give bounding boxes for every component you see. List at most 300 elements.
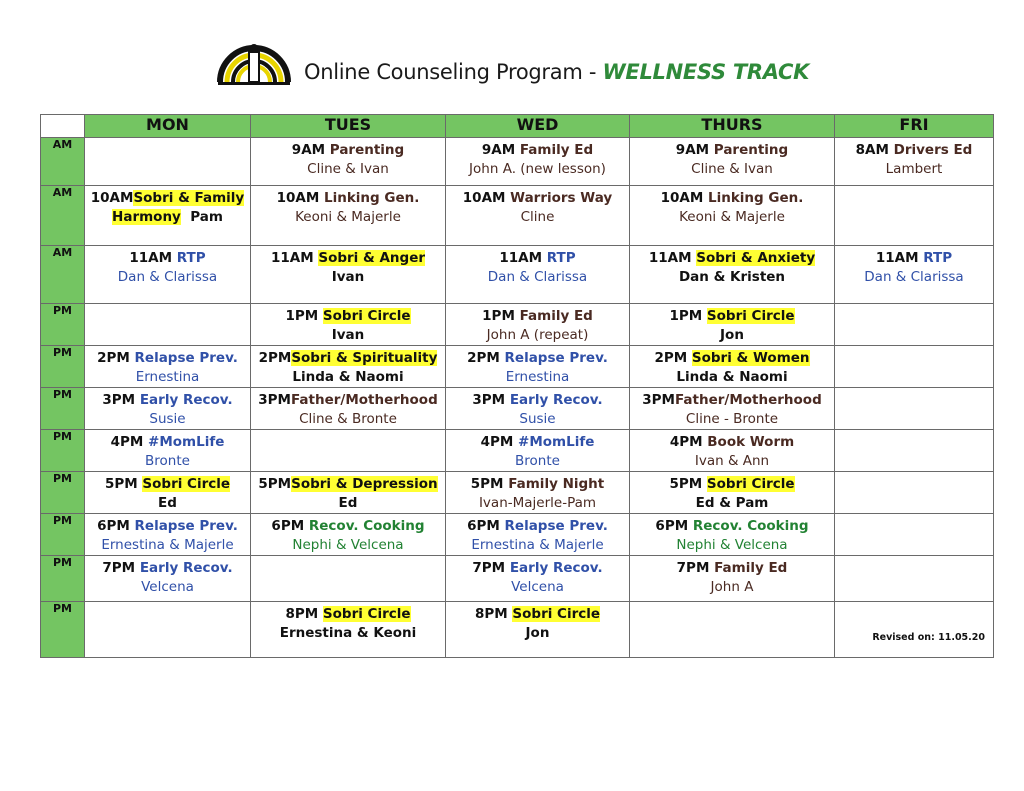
session-staff-line bbox=[251, 326, 445, 345]
schedule-cell bbox=[630, 472, 835, 514]
session-name: Sobri & Depression bbox=[291, 476, 438, 492]
session-staff: Bronte bbox=[145, 453, 190, 469]
session-time: 6PM bbox=[271, 518, 305, 534]
session-staff: Ernestina bbox=[505, 369, 570, 385]
session bbox=[446, 138, 629, 179]
day-header: FRI bbox=[835, 115, 994, 138]
session-staff-line bbox=[630, 578, 834, 597]
session-name: #MomLife bbox=[518, 434, 595, 450]
session bbox=[85, 514, 250, 555]
session-name: Family Ed bbox=[519, 308, 593, 324]
schedule-cell bbox=[835, 556, 994, 602]
period-label: AM bbox=[41, 246, 85, 304]
session-staff: Ernestina bbox=[135, 369, 200, 385]
session-staff-line bbox=[446, 452, 629, 471]
session-title-line bbox=[630, 559, 834, 578]
schedule-cell bbox=[630, 602, 835, 658]
session bbox=[630, 514, 834, 555]
session-title-line bbox=[251, 141, 445, 160]
session bbox=[446, 246, 629, 287]
session bbox=[835, 138, 993, 179]
session-time: 11AM bbox=[499, 250, 543, 266]
schedule-cell bbox=[835, 304, 994, 346]
session bbox=[630, 388, 834, 429]
session-time: 4PM bbox=[110, 434, 144, 450]
schedule-cell bbox=[446, 472, 630, 514]
session-time: 11AM bbox=[129, 250, 173, 266]
period-label: PM bbox=[41, 602, 85, 658]
session-staff-line bbox=[251, 368, 445, 387]
session-staff-line bbox=[85, 368, 250, 387]
session-staff-line bbox=[630, 368, 834, 387]
session bbox=[446, 556, 629, 597]
session-staff-line bbox=[630, 410, 834, 429]
session-name: Warriors Way bbox=[510, 190, 613, 206]
session-title-line bbox=[251, 517, 445, 536]
schedule-cell bbox=[835, 246, 994, 304]
session-staff-line bbox=[446, 268, 629, 287]
session-title-line bbox=[251, 349, 445, 368]
session-time: 5PM bbox=[258, 476, 292, 492]
schedule-row bbox=[41, 388, 994, 430]
session bbox=[85, 246, 250, 287]
schedule-cell bbox=[446, 556, 630, 602]
session-title-line bbox=[446, 141, 629, 160]
session-name: Relapse Prev. bbox=[504, 518, 608, 534]
session-staff: Ivan & Ann bbox=[694, 453, 770, 469]
schedule-cell bbox=[85, 556, 251, 602]
session-time: 5PM bbox=[104, 476, 138, 492]
schedule-cell bbox=[835, 472, 994, 514]
session-title-line bbox=[630, 189, 834, 208]
session-title-line bbox=[85, 433, 250, 452]
schedule-cell bbox=[446, 346, 630, 388]
page-title bbox=[304, 60, 809, 84]
session-staff-line bbox=[85, 494, 250, 513]
session-title-line bbox=[630, 141, 834, 160]
session bbox=[251, 472, 445, 513]
session-title-line bbox=[85, 475, 250, 494]
title-main: Online Counseling Program - bbox=[304, 60, 603, 84]
schedule-cell bbox=[835, 346, 994, 388]
corner-cell bbox=[41, 115, 85, 138]
session-staff-line bbox=[446, 494, 629, 513]
session-title-line bbox=[251, 189, 445, 208]
session bbox=[630, 304, 834, 345]
session-staff: Velcena bbox=[141, 579, 194, 595]
session-title-line bbox=[85, 349, 250, 368]
session-time: 1PM bbox=[482, 308, 515, 324]
session bbox=[446, 304, 629, 345]
session-title-line bbox=[446, 559, 629, 578]
session-name: Sobri & Women bbox=[691, 350, 810, 366]
schedule-cell bbox=[835, 388, 994, 430]
session-staff-line bbox=[251, 208, 445, 227]
session bbox=[251, 602, 445, 643]
schedule-cell bbox=[630, 388, 835, 430]
session-staff-line bbox=[446, 208, 629, 227]
schedule-cell bbox=[835, 514, 994, 556]
session-time: 1PM bbox=[669, 308, 703, 324]
session-staff-line bbox=[630, 208, 834, 227]
session-staff-line bbox=[630, 494, 834, 513]
schedule-cell bbox=[446, 304, 630, 346]
session-title-line bbox=[85, 249, 250, 268]
title-track: WELLNESS TRACK bbox=[602, 60, 810, 84]
schedule-cell bbox=[251, 346, 446, 388]
session-time: 11AM bbox=[875, 250, 919, 266]
schedule-cell bbox=[85, 346, 251, 388]
session-staff: Cline & Ivan bbox=[307, 161, 389, 177]
period-label: PM bbox=[41, 430, 85, 472]
session-time: 5PM bbox=[669, 476, 703, 492]
session-staff: Dan & Clarissa bbox=[487, 269, 588, 285]
session-title-line bbox=[85, 559, 250, 578]
schedule-cell bbox=[630, 246, 835, 304]
session-time: 9AM bbox=[291, 142, 326, 158]
session-time: 8PM bbox=[474, 606, 508, 622]
session-title-line bbox=[251, 307, 445, 326]
session-staff: Dan & Kristen bbox=[678, 269, 786, 285]
schedule-row bbox=[41, 472, 994, 514]
schedule-cell bbox=[630, 304, 835, 346]
session-name: Sobri & Anger bbox=[318, 250, 426, 266]
schedule-cell bbox=[251, 430, 446, 472]
schedule-cell bbox=[85, 514, 251, 556]
session-staff: Keoni & Majerle bbox=[295, 209, 401, 225]
schedule-row bbox=[41, 304, 994, 346]
session-staff: Linda & Naomi bbox=[292, 369, 404, 385]
session-staff: Cline bbox=[520, 209, 555, 225]
schedule-cell bbox=[251, 138, 446, 186]
session bbox=[446, 346, 629, 387]
session-name: Early Recov. bbox=[509, 560, 603, 576]
schedule-row bbox=[41, 346, 994, 388]
schedule-row bbox=[41, 430, 994, 472]
session-name: RTP bbox=[176, 250, 206, 266]
session-staff-line bbox=[446, 326, 629, 345]
session-name: Recov. Cooking bbox=[308, 518, 425, 534]
schedule-cell bbox=[251, 556, 446, 602]
session-name: Drivers Ed bbox=[893, 142, 973, 158]
session-name: Relapse Prev. bbox=[504, 350, 608, 366]
schedule-row bbox=[41, 602, 994, 658]
session-staff: John A. (new lesson) bbox=[469, 161, 606, 177]
session-staff-line bbox=[446, 368, 629, 387]
session-name: Sobri & Family bbox=[133, 190, 245, 206]
session-time: 7PM bbox=[472, 560, 506, 576]
session-staff: Linda & Naomi bbox=[676, 369, 788, 385]
session-name: Linking Gen. bbox=[707, 190, 804, 206]
schedule-cell bbox=[446, 138, 630, 186]
session-staff: Ed bbox=[158, 495, 177, 511]
session bbox=[446, 514, 629, 555]
session-time: 4PM bbox=[480, 434, 514, 450]
session-name-continued: Harmony bbox=[112, 209, 181, 225]
session-staff: Ed bbox=[338, 495, 358, 511]
session-time: 10AM bbox=[660, 190, 704, 206]
session-staff: Keoni & Majerle bbox=[679, 209, 785, 225]
session-title-line bbox=[446, 189, 629, 208]
session bbox=[85, 388, 250, 429]
session bbox=[251, 304, 445, 345]
session-staff-line bbox=[251, 494, 445, 513]
session-name: Sobri Circle bbox=[322, 606, 411, 622]
session-name: Sobri Circle bbox=[706, 476, 795, 492]
session-time: 8AM bbox=[855, 142, 889, 158]
session-staff-line bbox=[630, 160, 834, 179]
session-name: Sobri & Spirituality bbox=[291, 350, 438, 366]
session bbox=[446, 430, 629, 471]
session bbox=[630, 138, 834, 179]
session-time: 7PM bbox=[102, 560, 136, 576]
session-staff-line bbox=[630, 452, 834, 471]
session-title-line bbox=[630, 349, 834, 368]
session bbox=[251, 246, 445, 287]
schedule-cell bbox=[446, 514, 630, 556]
schedule-row bbox=[41, 514, 994, 556]
session-time: 9AM bbox=[481, 142, 516, 158]
session-staff: Ernestina & Majerle bbox=[101, 537, 234, 553]
session-name: Father/Motherhood bbox=[290, 392, 438, 408]
session-staff-line bbox=[835, 268, 993, 287]
session bbox=[446, 388, 629, 429]
session-name: RTP bbox=[923, 250, 953, 266]
session bbox=[446, 602, 629, 643]
day-header-row bbox=[41, 115, 994, 138]
session bbox=[251, 514, 445, 555]
session-staff: Bronte bbox=[515, 453, 560, 469]
session-staff-line bbox=[446, 536, 629, 555]
session-time: 6PM bbox=[467, 518, 500, 534]
schedule-cell bbox=[630, 346, 835, 388]
schedule-cell bbox=[446, 186, 630, 246]
schedule-cell bbox=[251, 388, 446, 430]
session-staff-line bbox=[85, 268, 250, 287]
session-name: Sobri Circle bbox=[512, 606, 601, 622]
schedule-cell bbox=[630, 514, 835, 556]
session-name: Family Ed bbox=[519, 142, 594, 158]
session-name: Father/Motherhood bbox=[674, 392, 822, 408]
session-staff: Jon bbox=[525, 625, 550, 641]
session-staff: John A (repeat) bbox=[486, 327, 589, 343]
session-time: 7PM bbox=[676, 560, 710, 576]
session-staff: Ivan bbox=[331, 269, 365, 285]
session bbox=[251, 388, 445, 429]
session-staff-line bbox=[85, 452, 250, 471]
session-title-line bbox=[630, 517, 834, 536]
session-name: Early Recov. bbox=[509, 392, 603, 408]
session-title-line bbox=[630, 391, 834, 410]
session-staff-line bbox=[251, 624, 445, 643]
schedule-cell bbox=[85, 246, 251, 304]
session-time: 6PM bbox=[655, 518, 689, 534]
period-label: PM bbox=[41, 556, 85, 602]
schedule-row bbox=[41, 138, 994, 186]
session-staff: Susie bbox=[149, 411, 186, 427]
schedule-row bbox=[41, 556, 994, 602]
session-staff-line bbox=[251, 410, 445, 429]
session-time: 3PM bbox=[472, 392, 506, 408]
session-title-line bbox=[251, 475, 445, 494]
session-staff: Ivan-Majerle-Pam bbox=[478, 495, 597, 511]
day-header: MON bbox=[85, 115, 251, 138]
day-header: WED bbox=[446, 115, 630, 138]
session-name: #MomLife bbox=[148, 434, 225, 450]
schedule-cell bbox=[446, 430, 630, 472]
session-title-line bbox=[630, 249, 834, 268]
session bbox=[630, 556, 834, 597]
session-name: Sobri Circle bbox=[322, 308, 411, 324]
session-name: Sobri & Anxiety bbox=[696, 250, 816, 266]
schedule-cell bbox=[835, 430, 994, 472]
period-label: PM bbox=[41, 304, 85, 346]
session-title-line bbox=[251, 605, 445, 624]
session bbox=[446, 472, 629, 513]
period-label: AM bbox=[41, 186, 85, 246]
period-label: PM bbox=[41, 346, 85, 388]
session bbox=[251, 138, 445, 179]
session-title-line bbox=[85, 517, 250, 536]
session-staff: Ernestina & Majerle bbox=[471, 537, 604, 553]
session bbox=[251, 186, 445, 227]
session-staff-line bbox=[85, 536, 250, 555]
session-title-line bbox=[446, 307, 629, 326]
session-staff: Nephi & Velcena bbox=[292, 537, 404, 553]
schedule-cell bbox=[446, 246, 630, 304]
period-label: PM bbox=[41, 388, 85, 430]
session bbox=[85, 346, 250, 387]
session-name: Relapse Prev. bbox=[134, 350, 238, 366]
session-staff-line bbox=[85, 208, 250, 227]
session-title-line bbox=[446, 349, 629, 368]
session-title-line bbox=[446, 517, 629, 536]
session-name: Family Night bbox=[508, 476, 605, 492]
day-header: TUES bbox=[251, 115, 446, 138]
session-title-line bbox=[251, 391, 445, 410]
schedule-row bbox=[41, 246, 994, 304]
session-title-line bbox=[835, 249, 993, 268]
schedule-cell bbox=[630, 186, 835, 246]
session-staff-line bbox=[446, 578, 629, 597]
schedule-cell bbox=[446, 602, 630, 658]
session-staff-line bbox=[630, 268, 834, 287]
session-staff-line bbox=[85, 578, 250, 597]
session-name: Linking Gen. bbox=[323, 190, 420, 206]
schedule-cell bbox=[251, 186, 446, 246]
schedule-cell bbox=[630, 556, 835, 602]
session bbox=[630, 246, 834, 287]
session-time: 11AM bbox=[648, 250, 692, 266]
schedule-cell bbox=[251, 514, 446, 556]
session-title-line bbox=[446, 605, 629, 624]
session-title-line bbox=[446, 391, 629, 410]
schedule-cell bbox=[835, 138, 994, 186]
schedule-cell bbox=[835, 186, 994, 246]
center-logo bbox=[216, 38, 292, 90]
session-staff-line bbox=[630, 536, 834, 555]
session-time: 3PM bbox=[102, 392, 136, 408]
session-name: Recov. Cooking bbox=[692, 518, 809, 534]
session-name: Parenting bbox=[329, 142, 405, 158]
session-title-line bbox=[85, 391, 250, 410]
session-staff: Ivan bbox=[331, 327, 365, 343]
revised-date: Revised on: 11.05.20 bbox=[872, 632, 985, 643]
schedule-cell bbox=[630, 138, 835, 186]
session-name: Book Worm bbox=[707, 434, 795, 450]
schedule-cell bbox=[85, 388, 251, 430]
session-name: Parenting bbox=[713, 142, 789, 158]
session bbox=[630, 186, 834, 227]
session-staff-line bbox=[446, 624, 629, 643]
session-time: 2PM bbox=[97, 350, 130, 366]
session-staff: Cline & Bronte bbox=[299, 411, 397, 427]
session-title-line bbox=[446, 249, 629, 268]
session-title-line bbox=[630, 307, 834, 326]
schedule-cell bbox=[251, 304, 446, 346]
day-header: THURS bbox=[630, 115, 835, 138]
session-time: 6PM bbox=[97, 518, 130, 534]
session-title-line bbox=[630, 433, 834, 452]
session-time: 11AM bbox=[270, 250, 314, 266]
session bbox=[835, 246, 993, 287]
session bbox=[251, 346, 445, 387]
session-title-line bbox=[446, 475, 629, 494]
session bbox=[85, 472, 250, 513]
session-name: Sobri Circle bbox=[706, 308, 795, 324]
session-staff-line bbox=[630, 326, 834, 345]
session-time: 4PM bbox=[669, 434, 703, 450]
session-staff-line bbox=[251, 536, 445, 555]
schedule-cell bbox=[251, 602, 446, 658]
session-staff-line bbox=[85, 410, 250, 429]
session-time: 10AM bbox=[90, 190, 134, 206]
session-time: 3PM bbox=[258, 392, 291, 408]
session-name: Relapse Prev. bbox=[134, 518, 238, 534]
session-time: 1PM bbox=[285, 308, 319, 324]
session-staff: Cline - Bronte bbox=[685, 411, 779, 427]
schedule-cell bbox=[251, 472, 446, 514]
period-label: PM bbox=[41, 514, 85, 556]
session-name: Family Ed bbox=[714, 560, 788, 576]
session-time: 9AM bbox=[675, 142, 710, 158]
session bbox=[446, 186, 629, 227]
session-time: 5PM bbox=[470, 476, 504, 492]
session-staff: Ernestina & Keoni bbox=[279, 625, 417, 641]
session bbox=[630, 346, 834, 387]
session-staff: John A bbox=[710, 579, 754, 595]
session-name: Early Recov. bbox=[139, 392, 233, 408]
session bbox=[85, 556, 250, 597]
session-name: RTP bbox=[546, 250, 576, 266]
schedule-cell bbox=[835, 602, 994, 658]
session-title-line bbox=[85, 189, 250, 208]
session-title-line bbox=[630, 475, 834, 494]
schedule-cell bbox=[85, 430, 251, 472]
session-time: 2PM bbox=[654, 350, 688, 366]
session-staff-line bbox=[835, 160, 993, 179]
session-time: 3PM bbox=[642, 392, 675, 408]
session bbox=[630, 430, 834, 471]
session-title-line bbox=[446, 433, 629, 452]
session-staff: Jon bbox=[720, 327, 744, 343]
session-staff: Pam bbox=[180, 209, 223, 225]
session-staff: Susie bbox=[519, 411, 556, 427]
schedule-cell bbox=[446, 388, 630, 430]
session-name: Early Recov. bbox=[139, 560, 233, 576]
session-staff: Ed & Pam bbox=[695, 495, 769, 511]
session-staff: Dan & Clarissa bbox=[117, 269, 218, 285]
